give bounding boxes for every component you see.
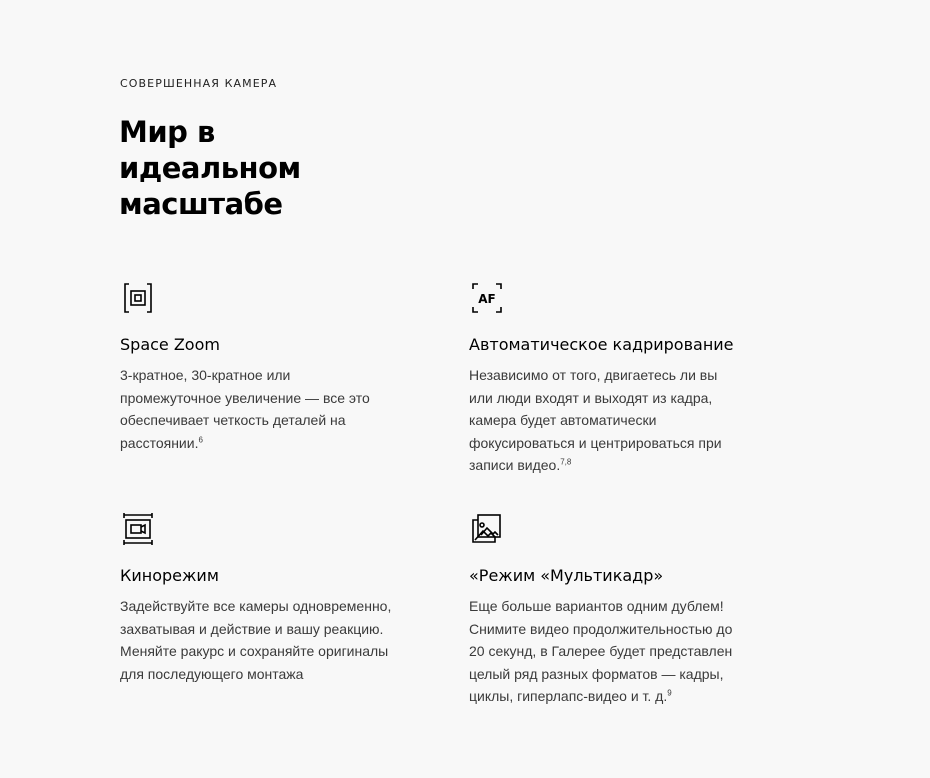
footnote-marker: 6 [198,434,203,444]
feature-multi-frame [469,511,759,704]
feature-title: Автоматическое кадрирование [469,335,734,354]
feature-title: Кинорежим [120,566,219,585]
feature-description-text: Еще больше вариантов одним дублем! Снимите видео продолжительностью до 20 секунд, в Галерее будет представлен целый ряд разных форматов — кадры, циклы, гиперлапс-видео и т. д. [469,598,733,704]
section-headline: Мир в идеальном масштабе [119,115,301,221]
feature-title: «Режим «Мультикадр» [469,566,664,585]
feature-description-text: 3-кратное, 30-кратное или промежуточное увеличение — все это обеспечивает четкость деталей на расстоянии. [120,367,370,451]
feature-description [469,364,739,477]
multi-frame-icon [469,511,505,547]
feature-auto-framing [469,280,759,473]
footnote-marker: 7,8 [560,457,572,467]
section-eyebrow: СОВЕРШЕННАЯ КАМЕРА [120,77,278,90]
footnote-marker: 9 [667,688,672,698]
cinema-mode-icon [120,511,156,547]
feature-space-zoom [120,280,410,451]
feature-description-text: Задействуйте все камеры одновременно, захватывая и действие и вашу реакцию. Меняйте ракурс и сохраняйте оригиналы для последующего монтажа [120,598,392,682]
feature-description-text: Независимо от того, двигаетесь ли вы или люди входят и выходят из кадра, камера будет автоматически фокусироваться и центрироваться при записи видео. [469,367,722,473]
feature-description [120,364,390,454]
autofocus-icon [469,280,505,316]
feature-title: Space Zoom [120,335,220,354]
feature-description [120,595,395,685]
feature-cinema-mode [120,511,410,682]
feature-description [469,595,734,708]
space-zoom-icon [120,280,156,316]
autofocus-icon-label: AF [478,292,496,306]
